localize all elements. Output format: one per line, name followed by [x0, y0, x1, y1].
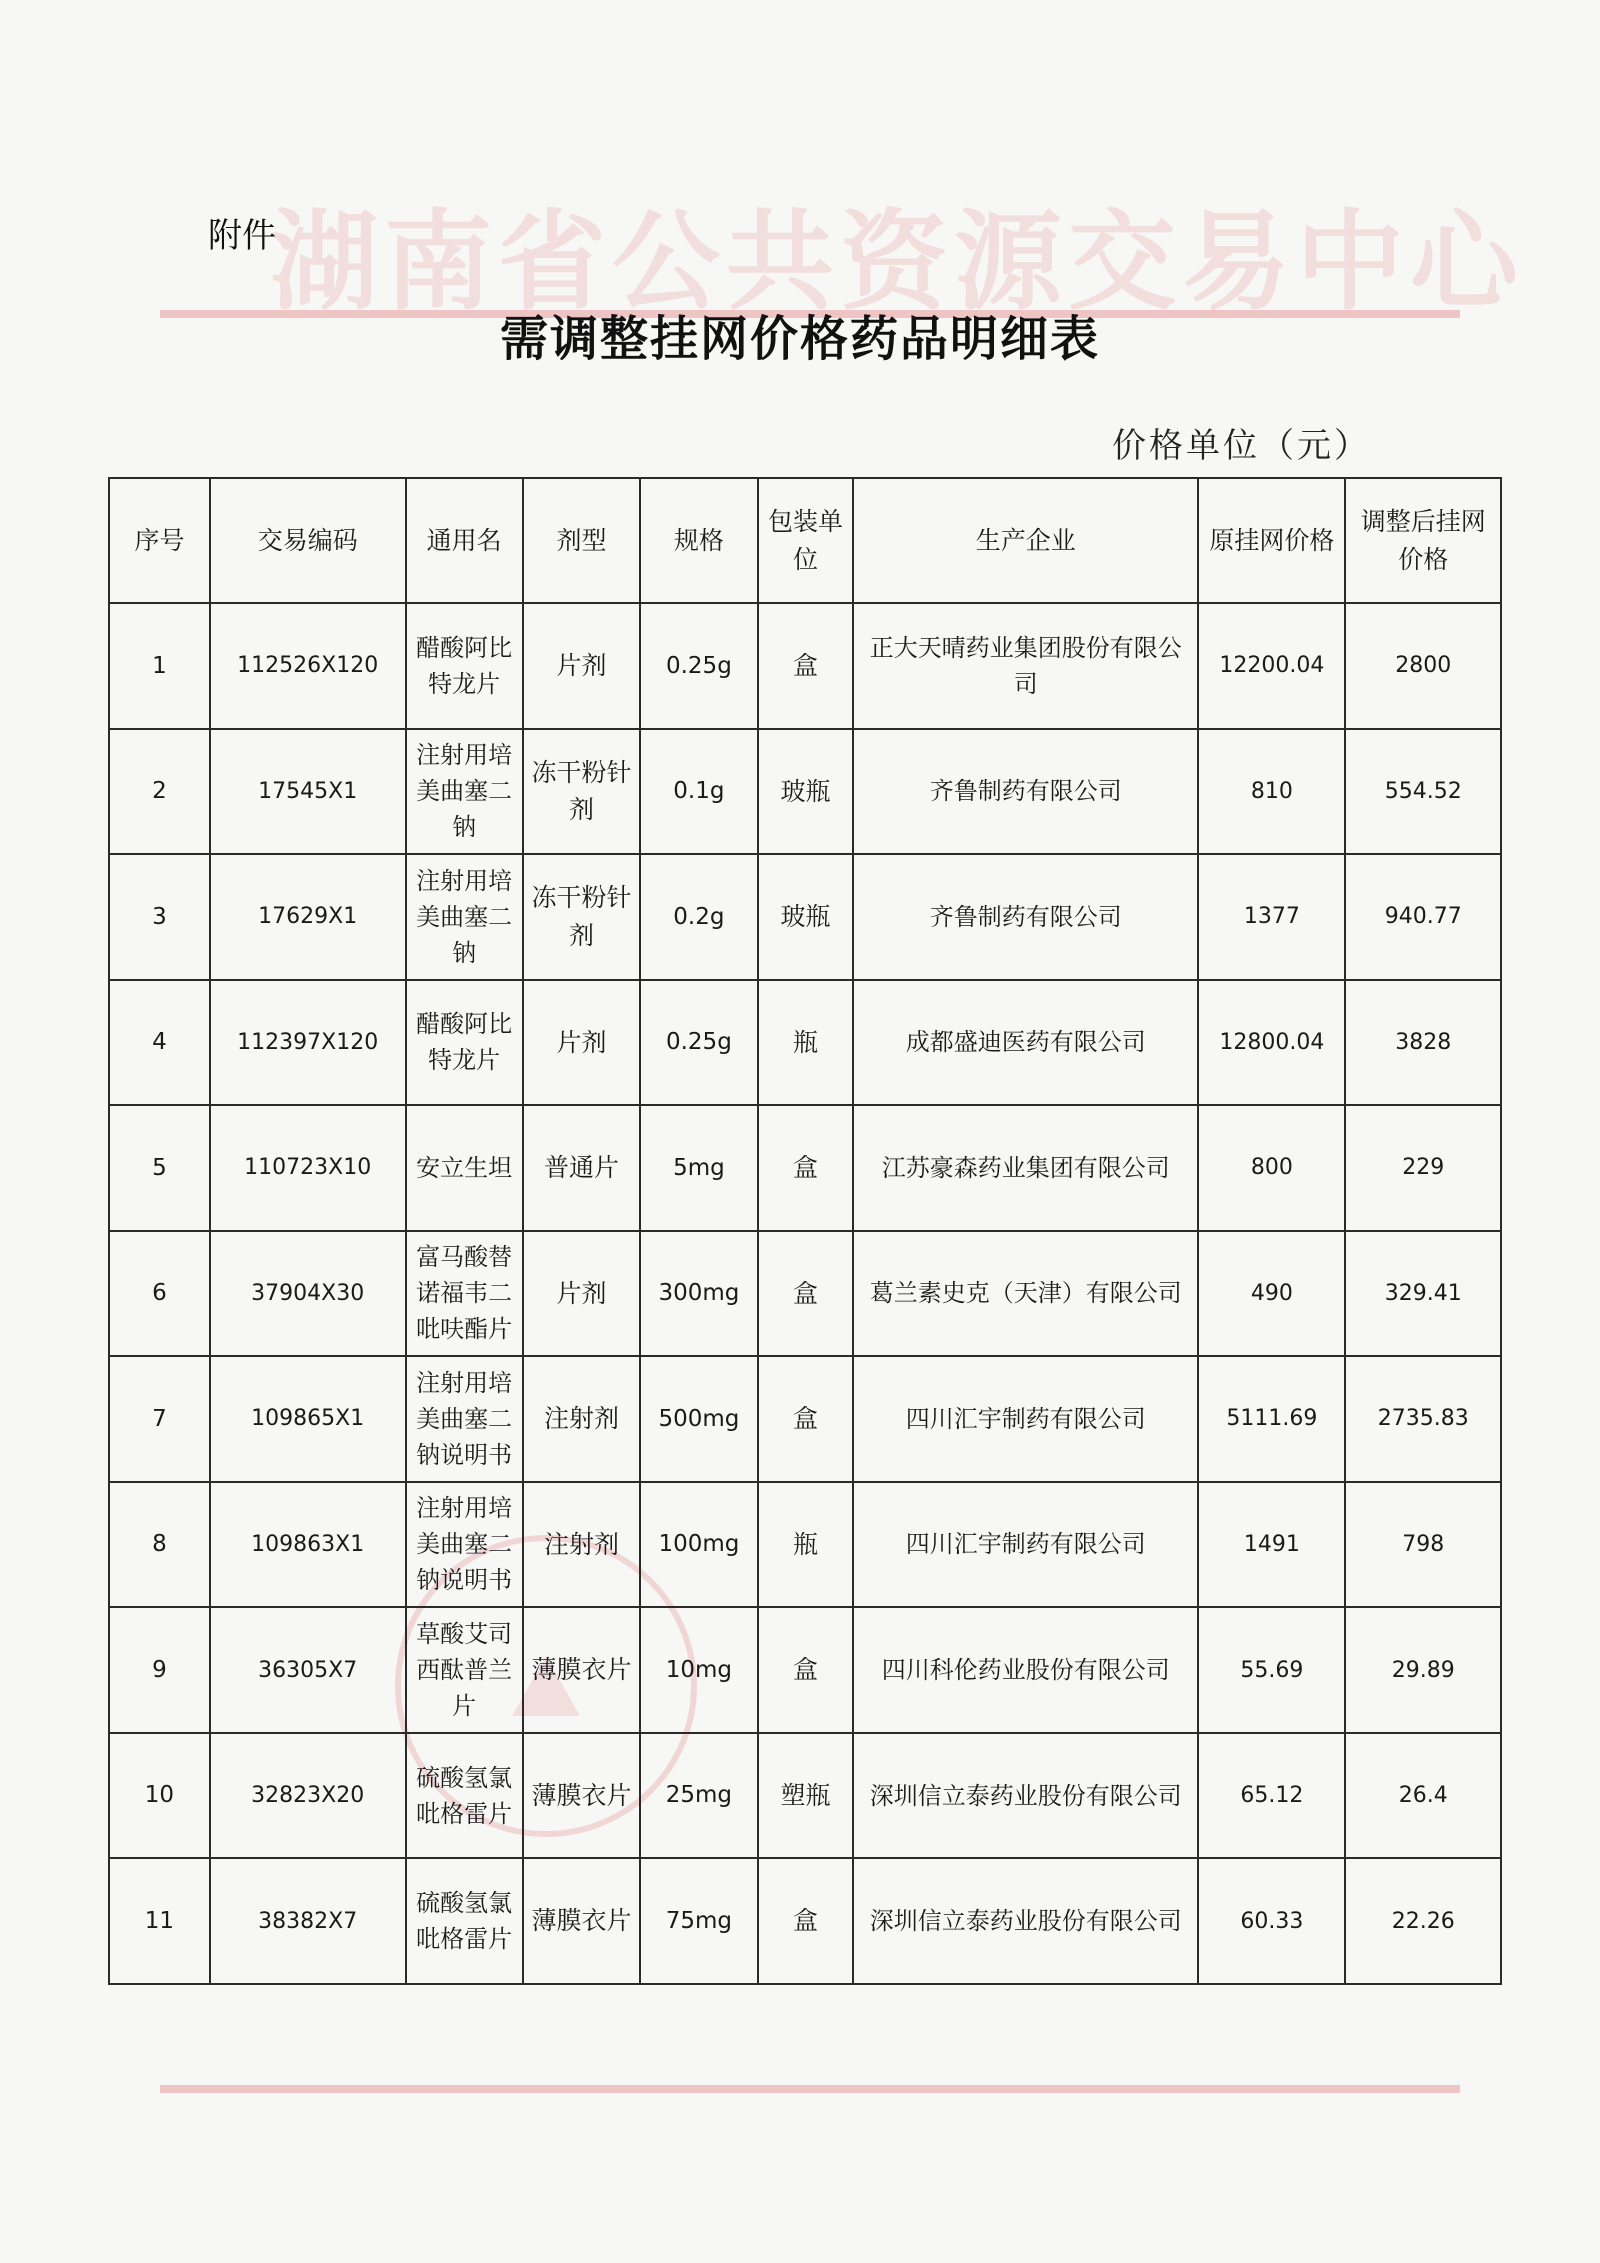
generic-name: 醋酸阿比特龙片	[406, 603, 523, 729]
dosage-form: 注射剂	[523, 1356, 640, 1482]
table-row	[109, 1231, 1501, 1357]
letterhead-bottom-rule	[160, 2085, 1460, 2093]
manufacturer: 深圳信立泰药业股份有限公司	[853, 1733, 1198, 1859]
trade-code: 17545X1	[210, 729, 406, 855]
generic-name: 草酸艾司西酞普兰片	[406, 1607, 523, 1733]
original-price: 1377	[1198, 854, 1345, 980]
spec: 75mg	[640, 1858, 757, 1984]
adjusted-price: 26.4	[1345, 1733, 1501, 1859]
trade-code: 112397X120	[210, 980, 406, 1106]
header-spec: 规格	[640, 478, 757, 603]
trade-code: 110723X10	[210, 1105, 406, 1231]
trade-code: 112526X120	[210, 603, 406, 729]
row-index: 8	[109, 1482, 210, 1608]
adjusted-price: 2735.83	[1345, 1356, 1501, 1482]
package-unit: 盒	[758, 603, 854, 729]
header-adjusted-price: 调整后挂网价格	[1345, 478, 1501, 603]
adjusted-price: 3828	[1345, 980, 1501, 1106]
generic-name: 注射用培美曲塞二钠	[406, 854, 523, 980]
table-row	[109, 1733, 1501, 1859]
adjusted-price: 22.26	[1345, 1858, 1501, 1984]
original-price: 810	[1198, 729, 1345, 855]
package-unit: 盒	[758, 1105, 854, 1231]
original-price: 1491	[1198, 1482, 1345, 1608]
dosage-form: 注射剂	[523, 1482, 640, 1608]
table-row	[109, 729, 1501, 855]
header-dosage-form: 剂型	[523, 478, 640, 603]
adjusted-price: 329.41	[1345, 1231, 1501, 1357]
original-price: 12200.04	[1198, 603, 1345, 729]
table-row	[109, 1607, 1501, 1733]
spec: 0.2g	[640, 854, 757, 980]
package-unit: 塑瓶	[758, 1733, 854, 1859]
adjusted-price: 229	[1345, 1105, 1501, 1231]
table-row	[109, 1858, 1501, 1984]
adjusted-price: 2800	[1345, 603, 1501, 729]
dosage-form: 冻干粉针剂	[523, 729, 640, 855]
package-unit: 瓶	[758, 980, 854, 1106]
spec: 300mg	[640, 1231, 757, 1357]
trade-code: 109863X1	[210, 1482, 406, 1608]
attachment-label: 附件	[208, 216, 276, 256]
trade-code: 36305X7	[210, 1607, 406, 1733]
manufacturer: 四川汇宇制药有限公司	[853, 1356, 1198, 1482]
spec: 0.25g	[640, 980, 757, 1106]
row-index: 6	[109, 1231, 210, 1357]
table-row	[109, 854, 1501, 980]
original-price: 55.69	[1198, 1607, 1345, 1733]
original-price: 800	[1198, 1105, 1345, 1231]
header-trade-code: 交易编码	[210, 478, 406, 603]
row-index: 11	[109, 1858, 210, 1984]
package-unit: 玻瓶	[758, 854, 854, 980]
table-row	[109, 1482, 1501, 1608]
generic-name: 安立生坦	[406, 1105, 523, 1231]
row-index: 10	[109, 1733, 210, 1859]
table-row	[109, 603, 1501, 729]
trade-code: 37904X30	[210, 1231, 406, 1357]
header-package-unit: 包装单位	[758, 478, 854, 603]
package-unit: 盒	[758, 1231, 854, 1357]
manufacturer: 江苏豪森药业集团有限公司	[853, 1105, 1198, 1231]
generic-name: 注射用培美曲塞二钠说明书	[406, 1356, 523, 1482]
spec: 5mg	[640, 1105, 757, 1231]
table-row	[109, 980, 1501, 1106]
generic-name: 醋酸阿比特龙片	[406, 980, 523, 1106]
dosage-form: 普通片	[523, 1105, 640, 1231]
generic-name: 富马酸替诺福韦二吡呋酯片	[406, 1231, 523, 1357]
original-price: 490	[1198, 1231, 1345, 1357]
manufacturer: 深圳信立泰药业股份有限公司	[853, 1858, 1198, 1984]
table-row	[109, 1105, 1501, 1231]
trade-code: 32823X20	[210, 1733, 406, 1859]
generic-name: 注射用培美曲塞二钠	[406, 729, 523, 855]
header-manufacturer: 生产企业	[853, 478, 1198, 603]
manufacturer: 正大天晴药业集团股份有限公司	[853, 603, 1198, 729]
row-index: 1	[109, 603, 210, 729]
original-price: 5111.69	[1198, 1356, 1345, 1482]
trade-code: 17629X1	[210, 854, 406, 980]
package-unit: 盒	[758, 1858, 854, 1984]
manufacturer: 四川汇宇制药有限公司	[853, 1482, 1198, 1608]
adjusted-price: 798	[1345, 1482, 1501, 1608]
dosage-form: 片剂	[523, 980, 640, 1106]
manufacturer: 葛兰素史克（天津）有限公司	[853, 1231, 1198, 1357]
row-index: 3	[109, 854, 210, 980]
table-row	[109, 1356, 1501, 1482]
table-body	[109, 603, 1501, 1984]
dosage-form: 薄膜衣片	[523, 1858, 640, 1984]
spec: 100mg	[640, 1482, 757, 1608]
manufacturer: 四川科伦药业股份有限公司	[853, 1607, 1198, 1733]
package-unit: 玻瓶	[758, 729, 854, 855]
header-index: 序号	[109, 478, 210, 603]
row-index: 2	[109, 729, 210, 855]
original-price: 60.33	[1198, 1858, 1345, 1984]
dosage-form: 片剂	[523, 603, 640, 729]
row-index: 5	[109, 1105, 210, 1231]
spec: 500mg	[640, 1356, 757, 1482]
package-unit: 盒	[758, 1356, 854, 1482]
generic-name: 硫酸氢氯吡格雷片	[406, 1858, 523, 1984]
price-unit-note: 价格单位（元）	[1112, 426, 1371, 466]
trade-code: 38382X7	[210, 1858, 406, 1984]
row-index: 7	[109, 1356, 210, 1482]
row-index: 9	[109, 1607, 210, 1733]
generic-name: 硫酸氢氯吡格雷片	[406, 1733, 523, 1859]
package-unit: 瓶	[758, 1482, 854, 1608]
header-generic-name: 通用名	[406, 478, 523, 603]
header-original-price: 原挂网价格	[1198, 478, 1345, 603]
spec: 10mg	[640, 1607, 757, 1733]
page-title: 需调整挂网价格药品明细表	[499, 311, 1100, 367]
trade-code: 109865X1	[210, 1356, 406, 1482]
spec: 25mg	[640, 1733, 757, 1859]
adjusted-price: 554.52	[1345, 729, 1501, 855]
dosage-form: 冻干粉针剂	[523, 854, 640, 980]
spec: 0.1g	[640, 729, 757, 855]
row-index: 4	[109, 980, 210, 1106]
adjusted-price: 940.77	[1345, 854, 1501, 980]
drug-price-table	[108, 477, 1502, 1985]
manufacturer: 齐鲁制药有限公司	[853, 729, 1198, 855]
dosage-form: 片剂	[523, 1231, 640, 1357]
package-unit: 盒	[758, 1607, 854, 1733]
original-price: 65.12	[1198, 1733, 1345, 1859]
original-price: 12800.04	[1198, 980, 1345, 1106]
generic-name: 注射用培美曲塞二钠说明书	[406, 1482, 523, 1608]
adjusted-price: 29.89	[1345, 1607, 1501, 1733]
manufacturer: 成都盛迪医药有限公司	[853, 980, 1198, 1106]
dosage-form: 薄膜衣片	[523, 1733, 640, 1859]
table-header-row	[109, 478, 1501, 603]
spec: 0.25g	[640, 603, 757, 729]
dosage-form: 薄膜衣片	[523, 1607, 640, 1733]
manufacturer: 齐鲁制药有限公司	[853, 854, 1198, 980]
letterhead-watermark: 湖南省公共资源交易中心	[270, 199, 1525, 325]
